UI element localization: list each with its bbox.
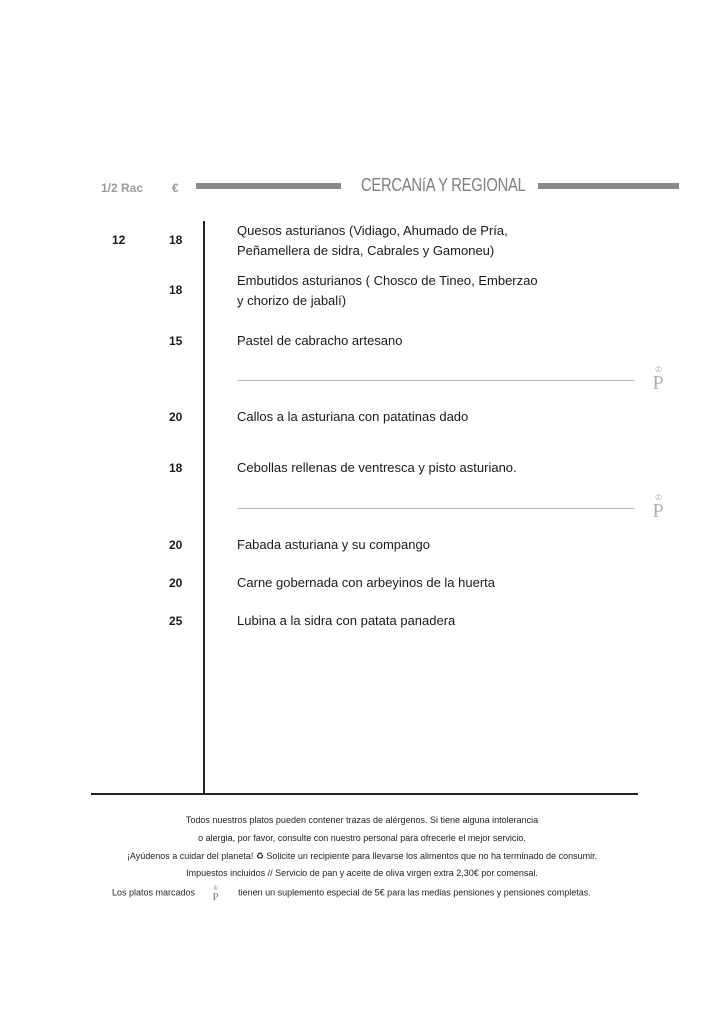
allergen-notice-cont: o alergia, por favor, consulte con nuestro personal para ofrecerle el mejor servicio. (198, 833, 526, 843)
planet-notice: ¡Ayúdenos a cuidar del planeta! ♻ Solicite un recipiente para llevarse los alimentos que no ha terminado de consumir. (126, 851, 598, 861)
price: 20 (169, 410, 183, 424)
price: 18 (169, 233, 183, 247)
dish-name: Cebollas rellenas de ventresca y pisto asturiano. (237, 460, 517, 475)
supplement-suffix: tienen un suplemento especial de 5€ para las medias pensiones y pensiones completas. (238, 887, 591, 898)
half-price: 12 (112, 233, 126, 247)
section-separator (237, 380, 635, 381)
dish-name: Lubina a la sidra con patata panadera (237, 613, 456, 628)
price: 15 (169, 334, 183, 348)
price: 18 (169, 283, 183, 297)
dish-name: Pastel de cabracho artesano (237, 333, 403, 348)
header-rule-right (538, 183, 679, 189)
dish-name: Fabada asturiana y su compango (237, 537, 430, 552)
column-divider (203, 221, 205, 794)
p-marker-icon: ♔ P (652, 492, 664, 522)
tax-bread-notice: Impuestos incluidos // Servicio de pan y aceite de oliva virgen extra 2,30€ por comensal. (186, 868, 538, 878)
supplement-prefix: Los platos marcados (112, 887, 196, 898)
header-rule-left (196, 183, 341, 189)
menu-bottom-rule (91, 793, 638, 795)
allergen-notice: Todos nuestros platos pueden contener trazas de alérgenos. Si tiene alguna intolerancia (185, 815, 539, 825)
dish-name: Quesos asturianos (Vidiago, Ahumado de Pría, Peñamellera de sidra, Cabrales y Gamoneu) (237, 223, 508, 258)
supplement-notice (112, 885, 591, 901)
section-separator (237, 508, 635, 509)
dish-name: Carne gobernada con arbeyinos de la huerta (237, 575, 496, 590)
dish-name: Callos a la asturiana con patatinas dado (237, 409, 469, 424)
half-ration-header: 1/2 Rac (101, 181, 144, 195)
p-marker-small-icon: ♔ P (212, 886, 219, 903)
price: 20 (169, 538, 183, 552)
price: 18 (169, 461, 183, 475)
price: 20 (169, 576, 183, 590)
p-marker-icon: ♔ P (652, 364, 664, 394)
dish-name: Embutidos asturianos ( Chosco de Tineo, Emberzao y chorizo de jabalí) (237, 273, 538, 308)
section-title: CERCANíA Y REGIONAL (361, 175, 526, 195)
price: 25 (169, 614, 183, 628)
currency-header: € (172, 181, 179, 195)
